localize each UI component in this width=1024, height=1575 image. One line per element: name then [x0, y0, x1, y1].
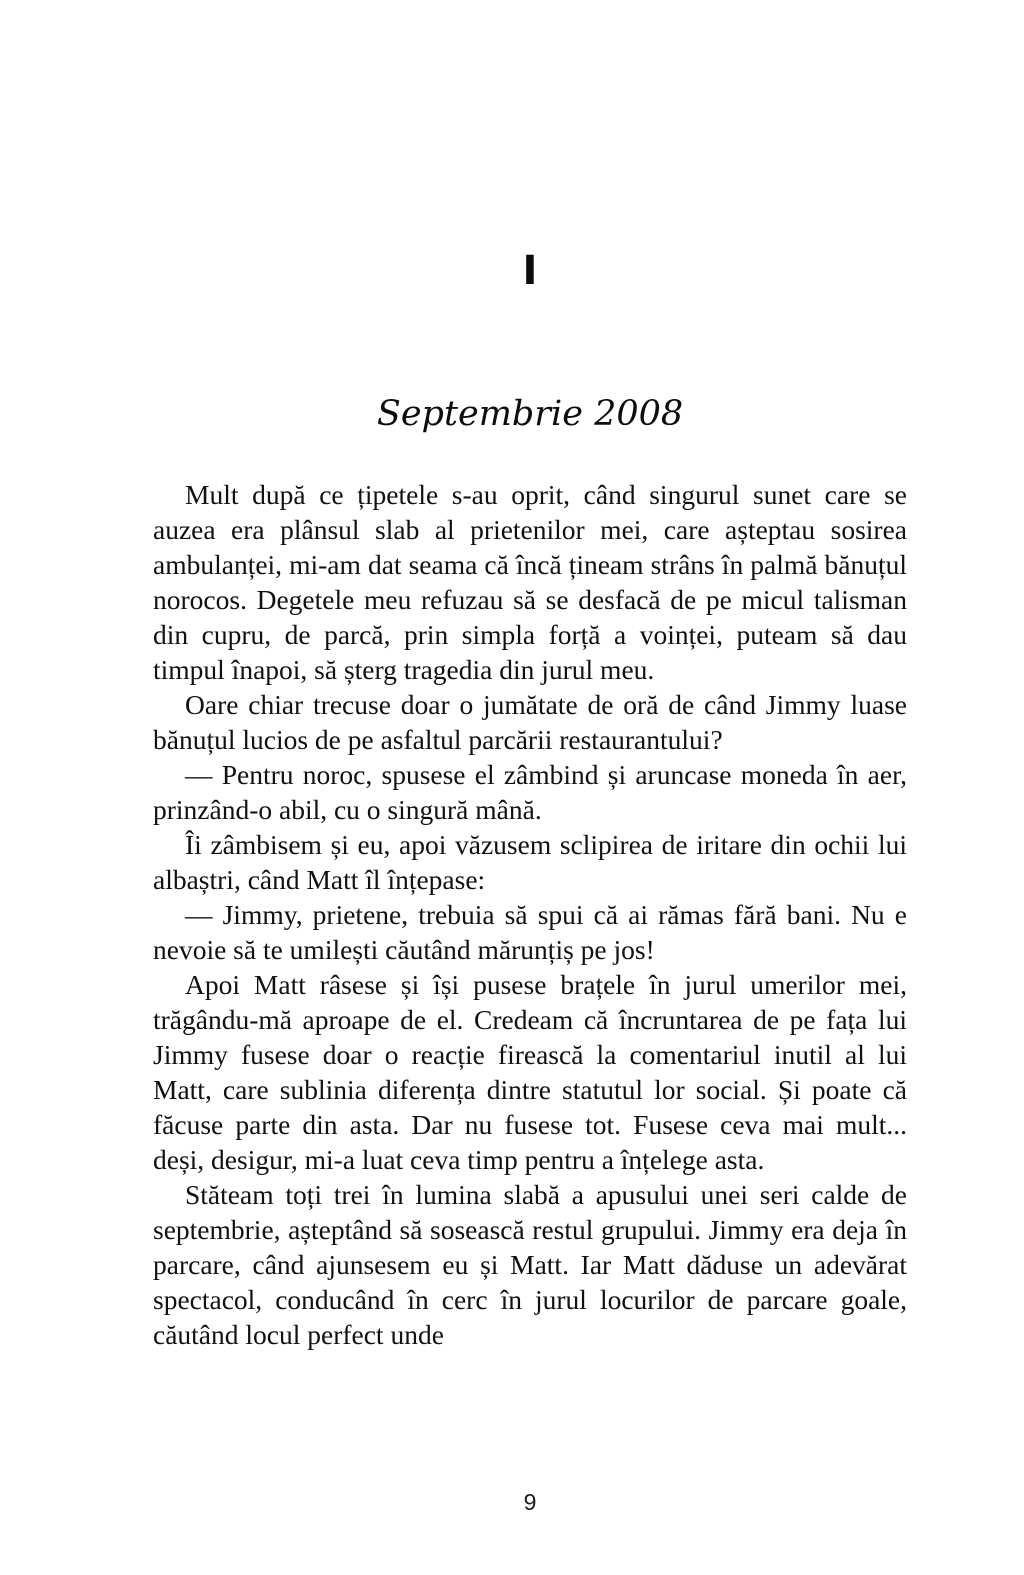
body-text	[153, 477, 907, 1352]
paragraph: Stăteam toți trei în lumina slabă a apusului unei seri calde de septembrie, așteptând să sosească restul grupului. Jimmy era deja în parcare, când ajunsesem eu și Matt. Iar Matt dăduse un adevărat spectacol, conducând în cerc în jurul locurilor de parcare goale, căutând locul perfect unde	[153, 1179, 907, 1350]
text-block	[153, 0, 907, 1352]
paragraph-dialogue: — Pentru noroc, spusese el zâmbind și aruncase moneda în aer, prinzând-o abil, cu o singură mână.	[153, 759, 907, 825]
chapter-number: I	[522, 248, 538, 294]
paragraph: Oare chiar trecuse doar o jumătate de oră de când Jimmy luase bănuțul lucios de pe asfaltul parcării restaurantului?	[153, 689, 907, 755]
paragraph-dialogue: — Jimmy, prietene, trebuia să spui că ai rămas fără bani. Nu e nevoie să te umilești căutând mărunțiș pe jos!	[153, 899, 907, 965]
section-title: Septembrie 2008	[376, 394, 684, 434]
paragraph: Apoi Matt râsese și își pusese brațele în jurul umerilor mei, trăgându-mă aproape de el. Credeam că încruntarea de pe fața lui Jimmy fusese doar o reacție firească la comentariul inutil al lui Matt, care sublinia diferența dintre statutul lor social. Și poate că făcuse parte din asta. Dar nu fusese tot. Fusese ceva mai mult... deși, desigur, mi-a luat ceva timp pentru a înțelege asta.	[153, 969, 907, 1175]
paragraph: Îi zâmbisem și eu, apoi văzusem sclipirea de iritare din ochii lui albaștri, când Matt îl înțepase:	[153, 829, 907, 895]
page-number: 9	[523, 1489, 537, 1515]
paragraph: Mult după ce țipetele s-au oprit, când singurul sunet care se auzea era plânsul slab al prietenilor mei, care așteptau sosirea ambulanței, mi-am dat seama că încă țineam strâns în palmă bănuțul norocos. Degetele meu refuzau să se desfacă de pe micul talisman din cupru, de parcă, prin simpla forță a voinței, puteam să dau timpul înapoi, să șterg tragedia din jurul meu.	[153, 479, 907, 685]
